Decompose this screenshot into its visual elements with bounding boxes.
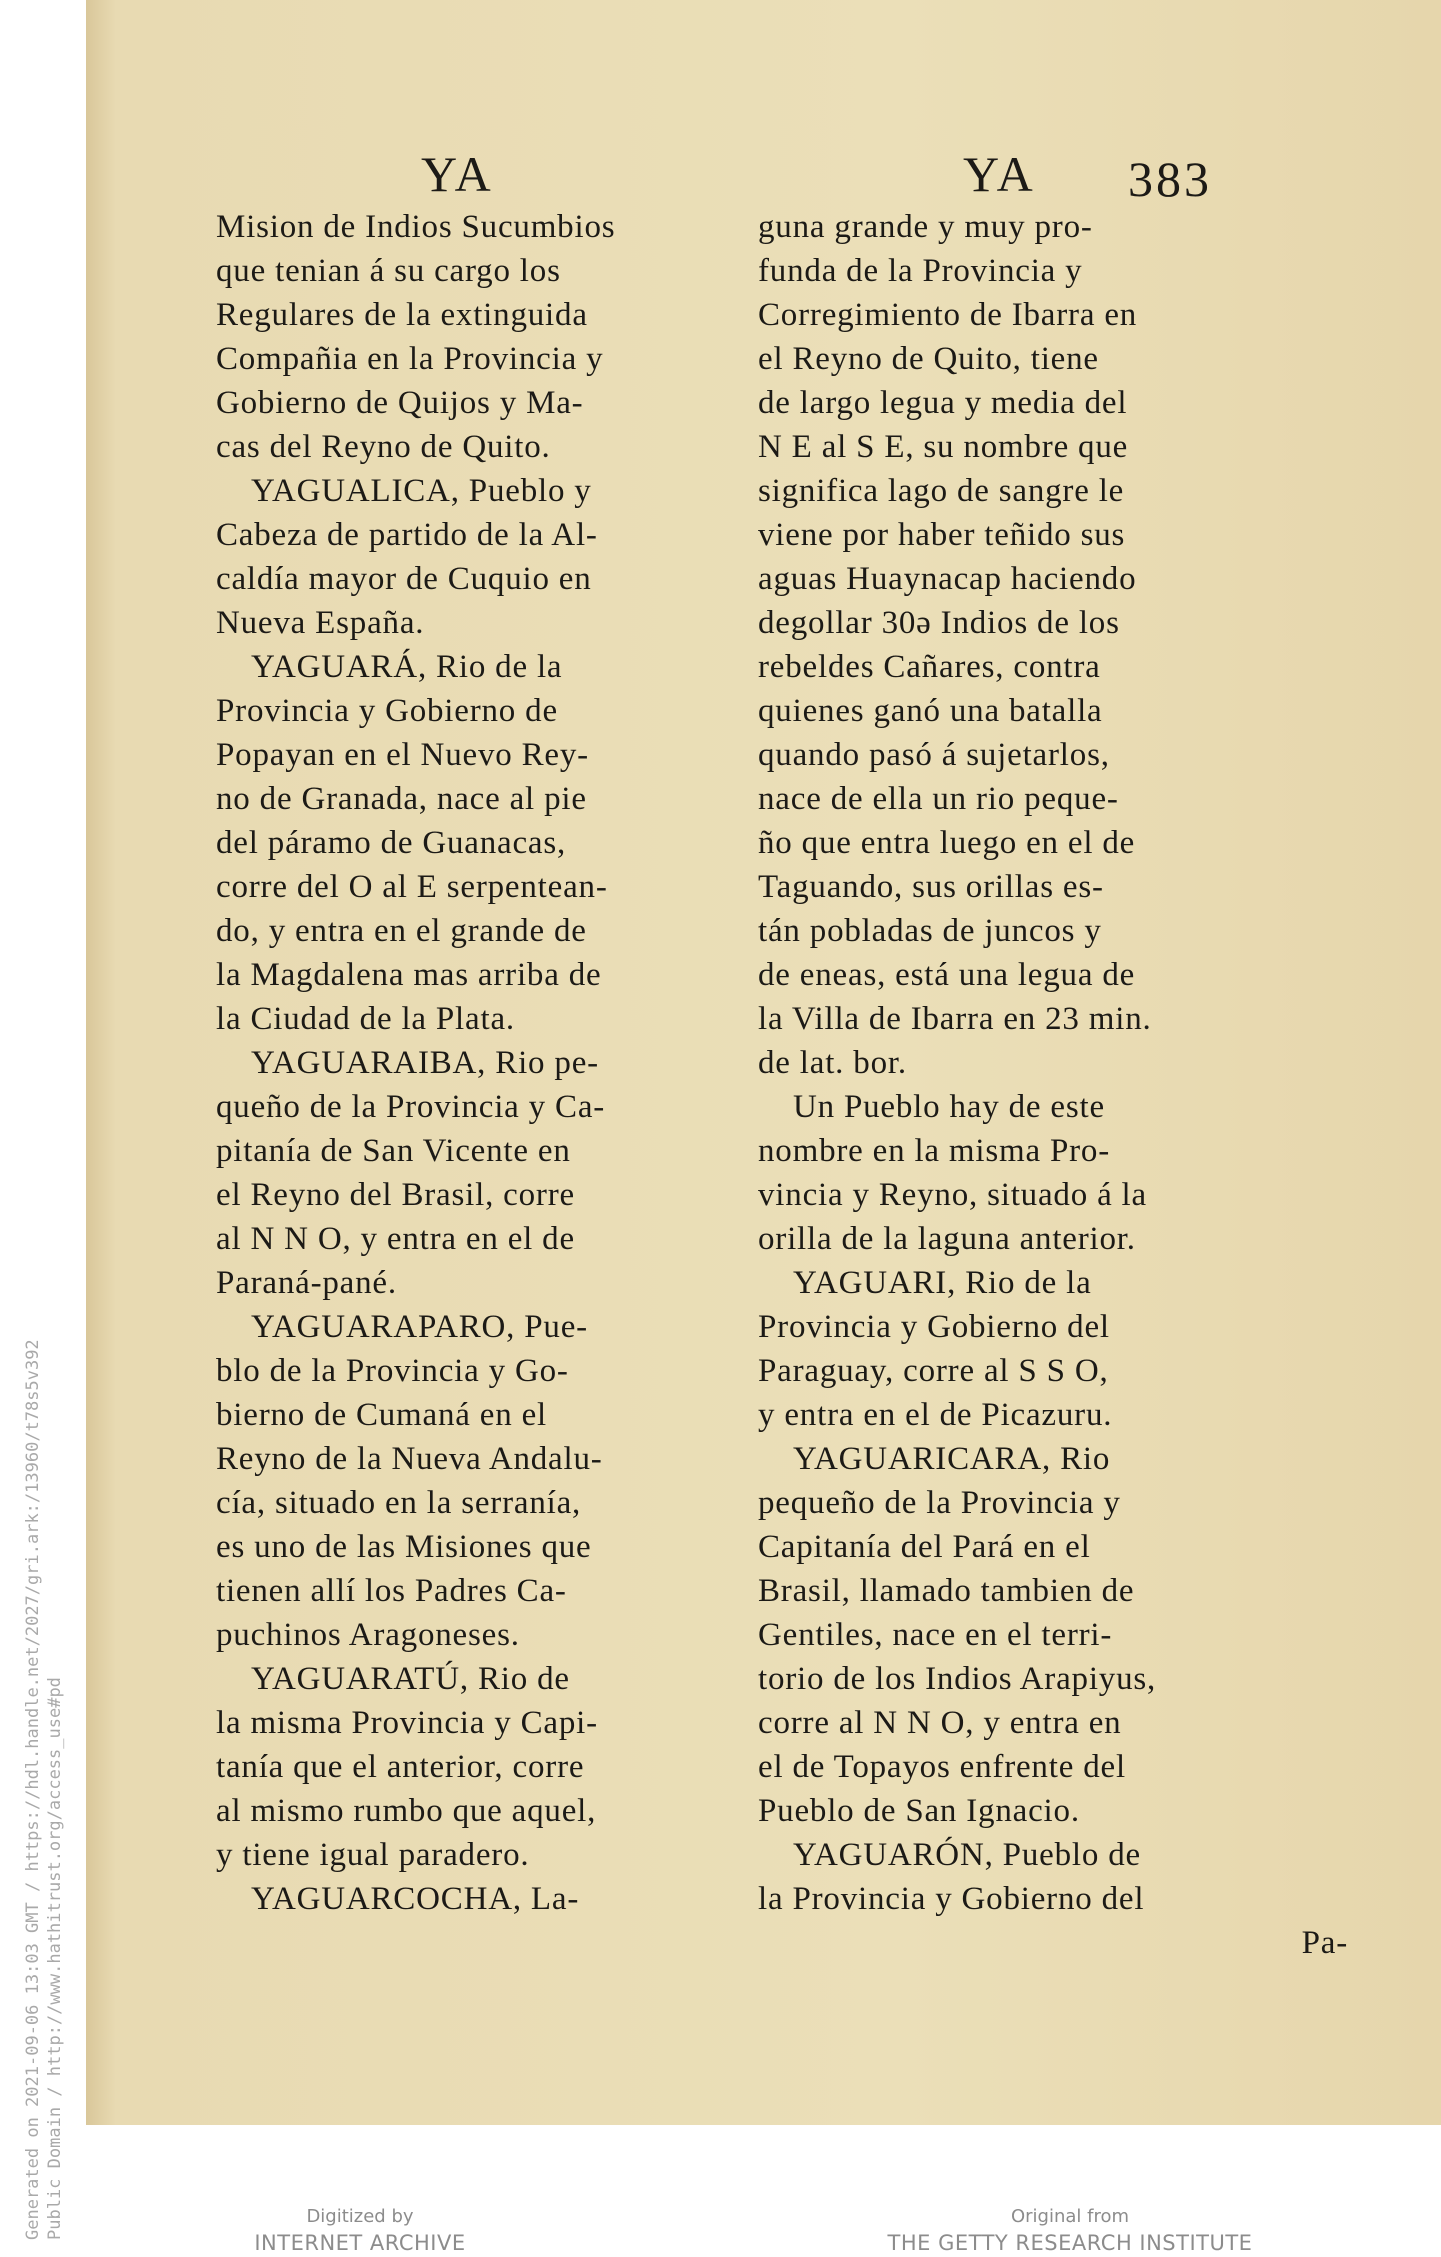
text-line: YAGUALICA, Pueblo y	[251, 473, 592, 509]
text-line: Pa-	[1301, 1925, 1348, 1961]
text-line: cía, situado en la serranía,	[216, 1485, 582, 1521]
text-line: la Villa de Ibarra en 23 min.	[758, 1001, 1152, 1037]
text-line: funda de la Provincia y	[758, 253, 1083, 289]
text-line: vincia y Reyno, situado á la	[758, 1177, 1147, 1213]
text-line: torio de los Indios Arapiyus,	[758, 1661, 1157, 1697]
text-line: viene por haber teñido sus	[758, 517, 1126, 553]
text-line: quando pasó á sujetarlos,	[758, 737, 1110, 773]
right-column	[758, 145, 1378, 1965]
hathitrust-watermark	[0, 0, 65, 2255]
text-line: Capitanía del Pará en el	[758, 1529, 1091, 1565]
text-line: YAGUARAPARO, Pue-	[251, 1309, 588, 1345]
text-line: Regulares de la extinguida	[216, 297, 588, 333]
text-line: blo de la Provincia y Go-	[216, 1353, 569, 1389]
text-line: pitanía de San Vicente en	[216, 1133, 571, 1169]
text-line: Paraná-pané.	[216, 1265, 397, 1301]
text-line: puchinos Aragoneses.	[216, 1617, 520, 1653]
text-line: tienen allí los Padres Ca-	[216, 1573, 567, 1609]
book-page-scan	[86, 0, 1441, 2125]
text-line: cas del Reyno de Quito.	[216, 429, 551, 465]
text-line: de largo legua y media del	[758, 385, 1128, 421]
text-line: YAGUARICARA, Rio	[793, 1441, 1111, 1477]
text-line: bierno de Cumaná en el	[216, 1397, 547, 1433]
text-line: YAGUARCOCHA, La-	[251, 1881, 580, 1917]
text-line: pequeño de la Provincia y	[758, 1485, 1121, 1521]
right-column-text	[758, 205, 1378, 1965]
text-line: Un Pueblo hay de este	[793, 1089, 1105, 1125]
text-line: corre al N N O, y entra en	[758, 1705, 1122, 1741]
text-line: Pueblo de San Ignacio.	[758, 1793, 1080, 1829]
text-line: la Ciudad de la Plata.	[216, 1001, 515, 1037]
text-line: tanía que el anterior, corre	[216, 1749, 585, 1785]
text-line: queño de la Provincia y Ca-	[216, 1089, 606, 1125]
text-line: de eneas, está una legua de	[758, 957, 1136, 993]
text-line: Nueva España.	[216, 605, 425, 641]
text-line: do, y entra en el grande de	[216, 913, 587, 949]
original-from-credit	[860, 2205, 1280, 2257]
text-line: el Reyno del Brasil, corre	[216, 1177, 575, 1213]
text-line: rebeldes Cañares, contra	[758, 649, 1101, 685]
text-line: Provincia y Gobierno de	[216, 693, 558, 729]
text-line: nombre en la misma Pro-	[758, 1133, 1110, 1169]
text-line: nace de ella un rio peque-	[758, 781, 1119, 817]
digitized-by-credit	[220, 2205, 500, 2257]
text-line: Compañia en la Provincia y	[216, 341, 604, 377]
text-line: degollar 30ə Indios de los	[758, 605, 1120, 641]
text-line: guna grande y muy pro-	[758, 209, 1093, 245]
text-line: YAGUARÓN, Pueblo de	[793, 1837, 1141, 1873]
text-line: de lat. bor.	[758, 1045, 907, 1081]
right-header-word: YA	[963, 146, 1036, 202]
text-line: orilla de la laguna anterior.	[758, 1221, 1136, 1257]
text-line: el Reyno de Quito, tiene	[758, 341, 1099, 377]
text-line: que tenian á su cargo los	[216, 253, 561, 289]
text-line: Reyno de la Nueva Andalu-	[216, 1441, 603, 1477]
page-number: 383	[1128, 151, 1212, 207]
text-line: aguas Huaynacap haciendo	[758, 561, 1137, 597]
text-line: Gentiles, nace en el terri-	[758, 1617, 1113, 1653]
text-line: Cabeza de partido de la Al-	[216, 517, 598, 553]
digitized-by-label: Digitized by	[306, 2206, 414, 2227]
text-line: y tiene igual paradero.	[216, 1837, 530, 1873]
text-line: no de Granada, nace al pie	[216, 781, 587, 817]
text-line: Brasil, llamado tambien de	[758, 1573, 1135, 1609]
watermark-license-line: Public Domain / http://www.hathitrust.org/access_use#pd	[45, 1677, 65, 2240]
text-line: YAGUARÁ, Rio de la	[251, 649, 563, 685]
left-running-head	[216, 145, 836, 205]
text-line: Mision de Indios Sucumbios	[216, 209, 616, 245]
text-line: Provincia y Gobierno del	[758, 1309, 1110, 1345]
left-column	[216, 145, 836, 1921]
text-line: Corregimiento de Ibarra en	[758, 297, 1138, 333]
text-line: Taguando, sus orillas es-	[758, 869, 1104, 905]
text-line: N E al S E, su nombre que	[758, 429, 1129, 465]
text-line: la misma Provincia y Capi-	[216, 1705, 598, 1741]
text-line: el de Topayos enfrente del	[758, 1749, 1126, 1785]
text-line: Gobierno de Quijos y Ma-	[216, 385, 584, 421]
text-line: caldía mayor de Cuquio en	[216, 561, 592, 597]
text-line: YAGUARI, Rio de la	[793, 1265, 1092, 1301]
right-running-head	[758, 145, 1378, 205]
text-line: del páramo de Guanacas,	[216, 825, 567, 861]
left-column-text	[216, 205, 836, 1921]
text-line: YAGUARAIBA, Rio pe-	[251, 1045, 599, 1081]
text-line: la Magdalena mas arriba de	[216, 957, 602, 993]
text-line: y entra en el de Picazuru.	[758, 1397, 1113, 1433]
text-line: corre del O al E serpentean-	[216, 869, 608, 905]
text-line: al N N O, y entra en el de	[216, 1221, 575, 1257]
text-line: es uno de las Misiones que	[216, 1529, 592, 1565]
text-line: Paraguay, corre al S S O,	[758, 1353, 1109, 1389]
getty-institute-label: THE GETTY RESEARCH INSTITUTE	[887, 2231, 1253, 2255]
text-line: tán pobladas de juncos y	[758, 913, 1102, 949]
text-line: Popayan en el Nuevo Rey-	[216, 737, 589, 773]
text-line: ño que entra luego en el de	[758, 825, 1136, 861]
original-from-label: Original from	[1010, 2206, 1130, 2227]
text-line: significa lago de sangre le	[758, 473, 1125, 509]
text-line: quienes ganó una batalla	[758, 693, 1103, 729]
text-line: YAGUARATÚ, Rio de	[251, 1661, 570, 1697]
text-line: al mismo rumbo que aquel,	[216, 1793, 597, 1829]
internet-archive-label: INTERNET ARCHIVE	[254, 2231, 466, 2255]
watermark-generated-line: Generated on 2021-09-06 13:03 GMT / https://hdl.handle.net/2027/gri.ark:/13960/t78s5v392	[23, 1339, 43, 2240]
left-header-word: YA	[421, 146, 494, 202]
text-line: la Provincia y Gobierno del	[758, 1881, 1145, 1917]
